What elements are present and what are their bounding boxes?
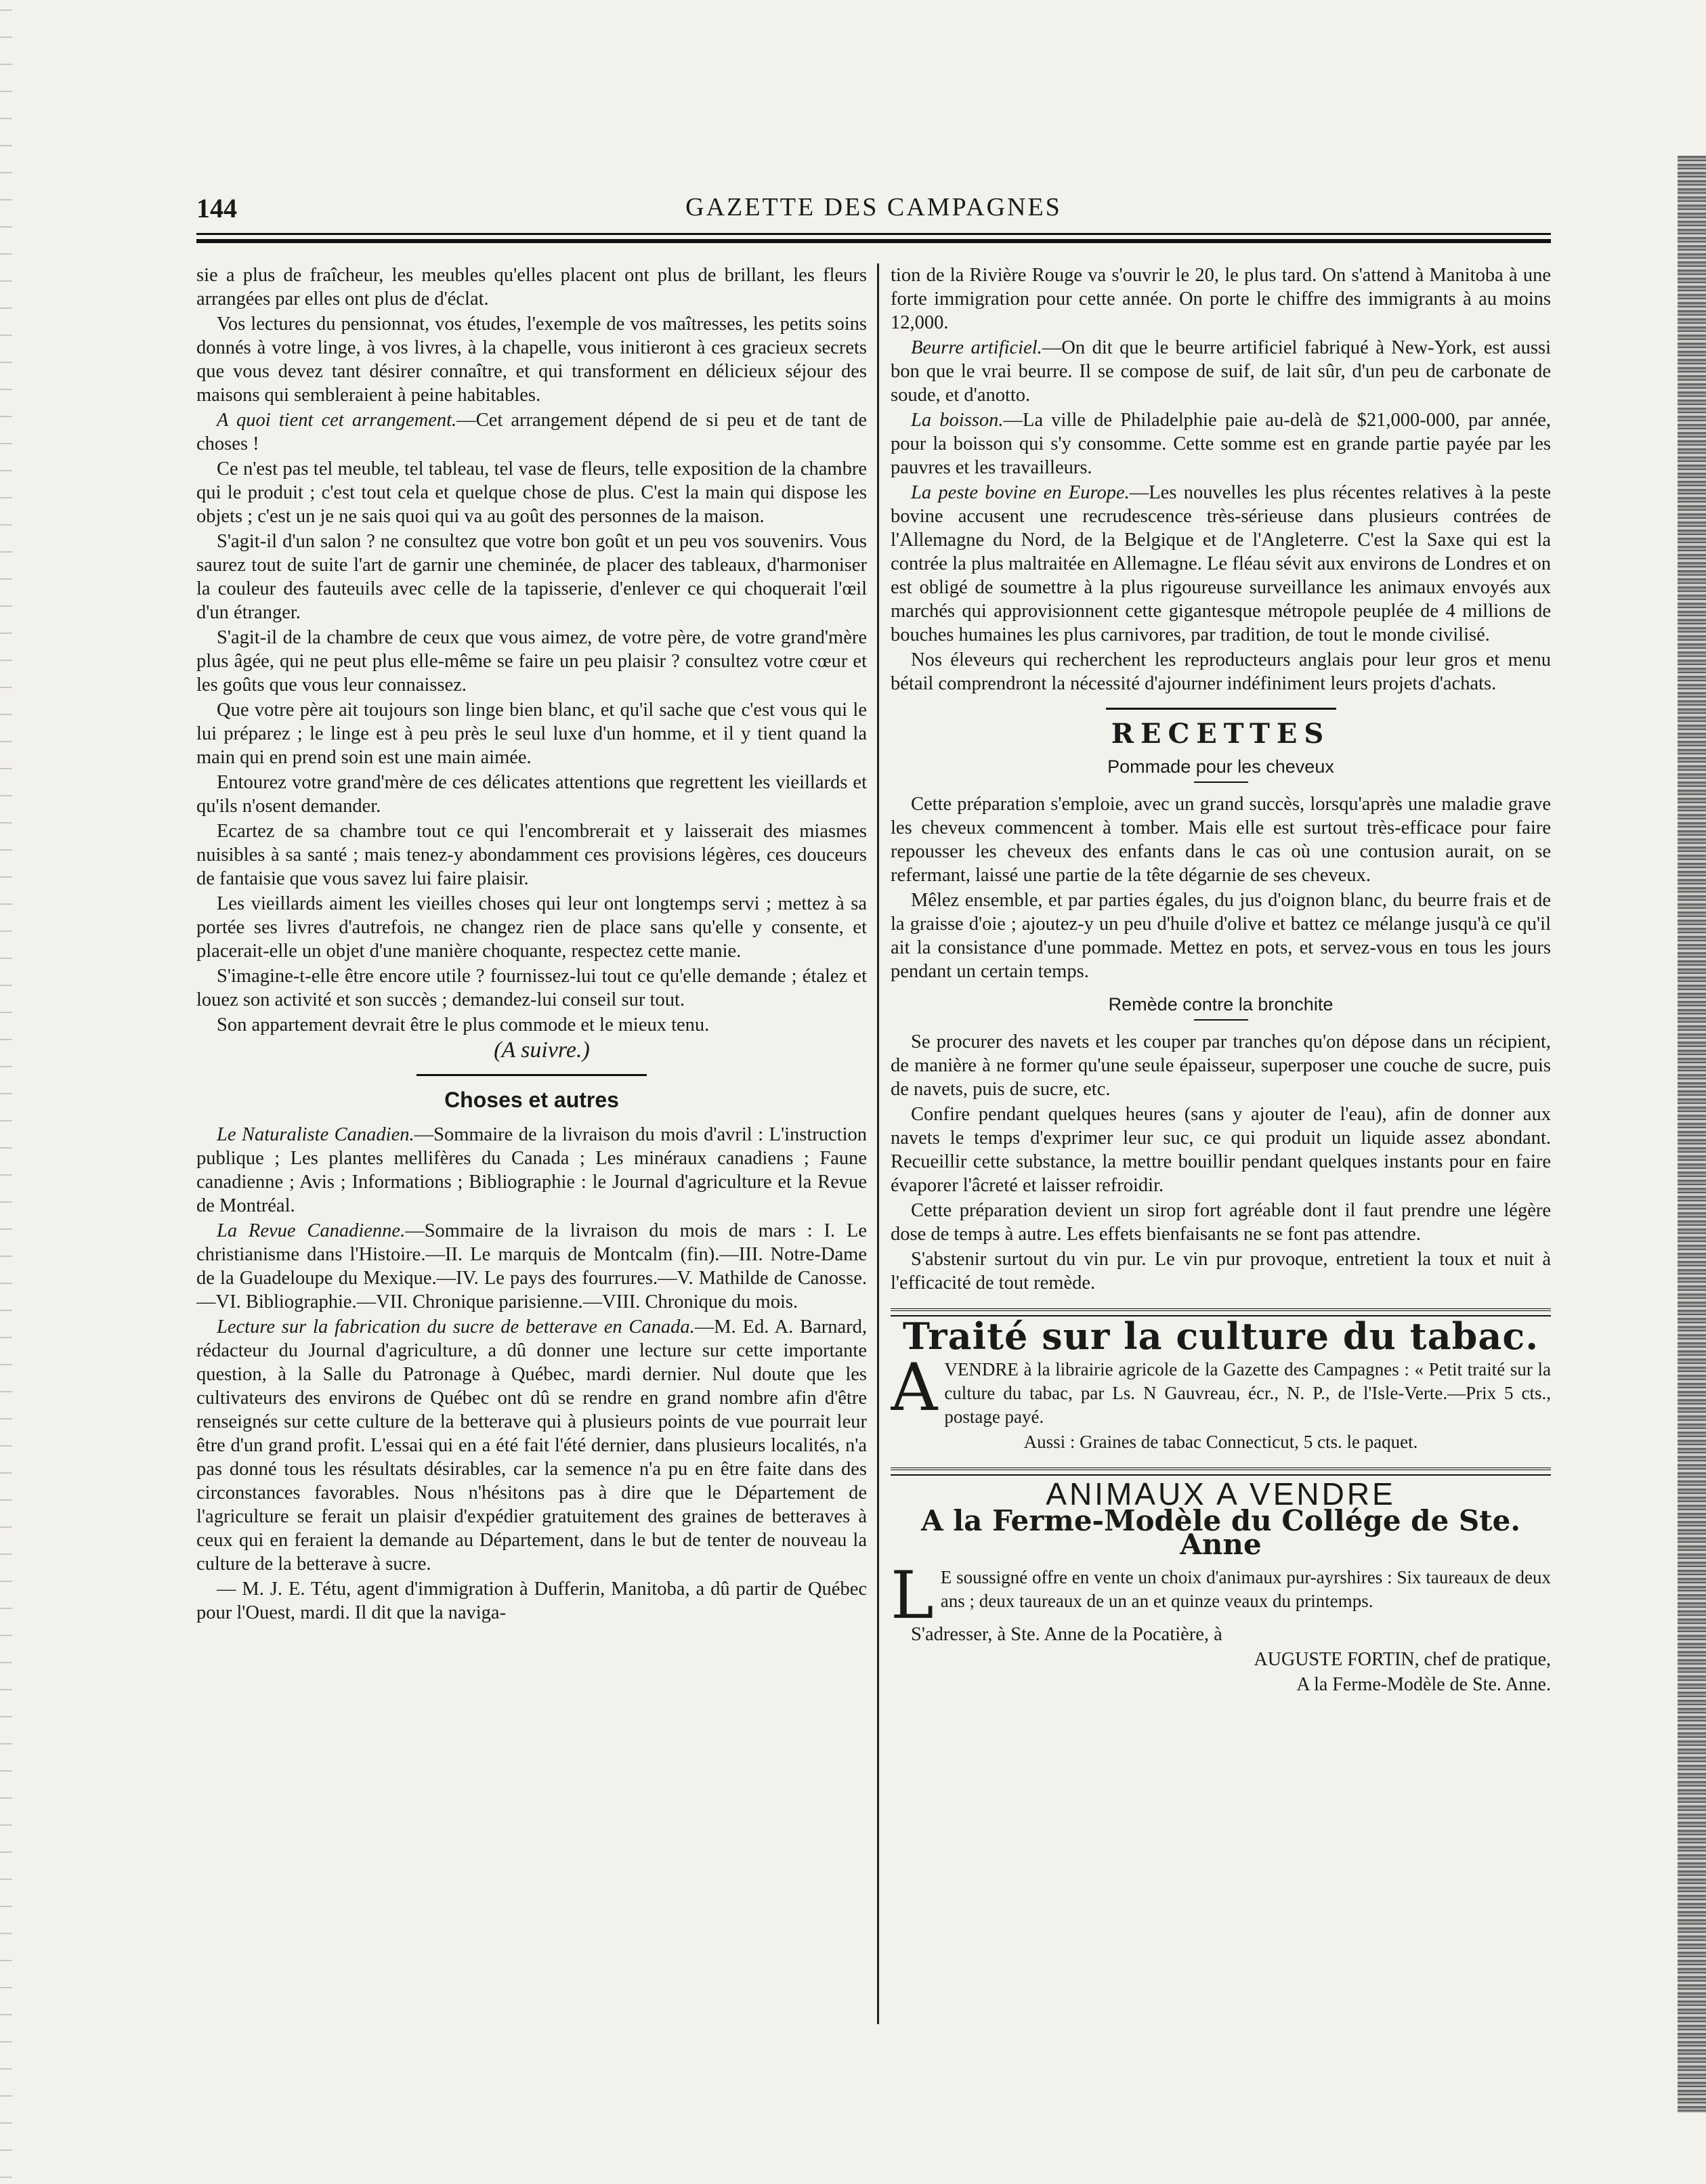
subsection-rule <box>1194 1019 1248 1021</box>
scan-edge-right <box>1678 156 1706 2113</box>
ad-animaux-address: S'adresser, à Ste. Anne de la Pocatière, à <box>911 1624 1222 1645</box>
ad-animaux-signature: AUGUSTE FORTIN, chef de pratique, <box>1254 1649 1551 1670</box>
paragraph <box>891 408 1551 479</box>
subsection-title-text: Remède contre la bronchite <box>1108 994 1334 1014</box>
columns <box>196 263 1551 2024</box>
paragraph: Les vieillards aiment les vieilles choses qui leur ont longtemps servi ; mettez à sa portée ses livres d'autrefois, ne changez rien de place sans qu'elle y consente, et placerait-elle un objet d'une manière choquante, respectez cette manie. <box>196 893 867 962</box>
paragraph: Confire pendant quelques heures (sans y ajouter de l'eau), afin de donner aux navets le temps d'exprimer leur suc, ce qui produit un liquide assez abondant. Recueillir cette substance, la mettre bouillir pendant quelques instants pour en faire évaporer l'âcreté et laisser refroidir. <box>891 1104 1551 1196</box>
paragraph <box>196 1219 867 1314</box>
paragraph: S'agit-il de la chambre de ceux que vous aimez, de votre père, de votre grand'mère plus âgée, qui ne peut plus elle-même se faire un peu plaisir ? consultez votre cœur et les goûts que vous leur connaissez. <box>196 627 867 695</box>
paragraph-body: —M. Ed. A. Barnard, rédacteur du Journal d'agriculture, a dû donner une lecture sur cette importante question, à la Salle du Patronage à Québec, mardi dernier. Nul doute que les cultivateurs des environs de Québec ont dû se rendre en grand nombre afin d'être renseignés sur cette culture de la betterave qui à plusieurs points de vue pourrait leur être d'un grand profit. L'essai qui en a été fait l'été dernier, dans plusieurs localités, n'a pas donné tous les résultats désirables, car la semence n'a pu en être faite dans des circonstances favorables. Nous n'hésitons pas à dire que le Département de l'agriculture se ferait un plaisir d'expédier gratuitement des graines de betteraves à ceux qui en feraient la demande au Département, dans le but de tenter de nouveau la culture de la betterave à sucre. <box>196 1316 867 1575</box>
paragraph-body: —La ville de Philadelphie paie au-delà de $21,000-000, par année, pour la boisson qui s'y consomme. Cette somme est en grande partie payée par les pauvres et les travailleurs. <box>891 410 1551 478</box>
paragraph <box>196 408 867 456</box>
scan-edge-left <box>0 0 12 2184</box>
header-double-rule <box>196 239 1551 243</box>
paragraph <box>891 336 1551 407</box>
paragraph <box>891 481 1551 647</box>
paragraph: Se procurer des navets et les couper par tranches qu'on dépose dans un récipient, de manière à ne former qu'une seule épaisseur, superposer une couche de sucre, puis de navets, puis de sucre, etc. <box>891 1031 1551 1100</box>
paragraph-body: —On dit que le beurre artificiel fabriqué à New-York, est aussi bon que le vrai beurre. Il se compose de suif, de lait sûr, d'un peu de carbonate de soude, et d'anotto. <box>891 337 1551 406</box>
paragraph-body: —Sommaire de la livraison du mois d'avril : L'instruction publique ; Les plantes mellifères du Canada ; Les minéraux canadiens ; Faune canadienne ; Avis ; Informations ; Bibliographie : le Journal d'agriculture et la Revue de Montréal. <box>196 1124 867 1216</box>
ad-animaux-signature-place: A la Ferme-Modèle de Ste. Anne. <box>1296 1674 1551 1695</box>
ad-animaux-body: E soussigné offre en vente un choix d'animaux pur-ayrshires : Six taureaux de deux ans ; deux taureaux de un an et quinze veaux du printemps. <box>940 1567 1551 1611</box>
paragraph: Cette préparation devient un sirop fort agréable dont il faut prendre une légère dose de temps à autre. Les effets bienfaisants ne se font pas attendre. <box>891 1200 1551 1245</box>
paragraph: Mêlez ensemble, et par parties égales, du jus d'oignon blanc, du beurre frais et de la graisse d'oie ; ajoutez-y un peu d'huile d'olive et battez ce mélange jusqu'à ce qu'il ait la consistance d'une pommade. Mettez en pots, et servez-vous en tous les jours pendant un certain temps. <box>891 890 1551 982</box>
section-title-recettes: RECETTES <box>1111 718 1331 750</box>
section-divider <box>1106 708 1336 710</box>
paragraph-lead: A quoi tient cet arrangement. <box>217 410 457 431</box>
ad-tabac-text2: Aussi : Graines de tabac Connecticut, 5 cts. le paquet. <box>1023 1432 1418 1452</box>
paragraph: Ecartez de sa chambre tout ce qui l'encombrerait et y laisserait des miasmes nuisibles à sa santé ; mais tenez-y abondamment ces provisions légères, ces douceurs de fantaisie que vous savez lui faire plaisir. <box>196 821 867 889</box>
paragraph: Que votre père ait toujours son linge bien blanc, et qu'il sache que c'est vous qui le lui préparez ; le linge est à peu près le seul luxe d'un homme, et il y tient quand la main qui en prend soin est une main aimée. <box>196 700 867 768</box>
drop-cap: A <box>891 1350 938 1426</box>
paragraph-body: —Cet arrangement dépend de si peu et de tant de choses ! <box>196 410 867 454</box>
subsection-title-text: Pommade pour les cheveux <box>1107 756 1334 777</box>
paragraph: S'imagine-t-elle être encore utile ? fournissez-lui tout ce qu'elle demande ; étalez et louez son activité et son succès ; demandez-lui conseil sur tout. <box>196 966 867 1010</box>
newspaper-page <box>196 190 1551 2045</box>
paragraph: sie a plus de fraîcheur, les meubles qu'elles placent ont plus de brillant, les fleurs arrangées par elles ont plus de d'éclat. <box>196 265 867 309</box>
section-divider <box>417 1074 647 1076</box>
paragraph-body: —Sommaire de la livraison du mois de mars : I. Le christianisme dans l'Histoire.—II. Le marquis de Montcalm (fin).—III. Notre-Dame de la Guadeloupe du Mexique.—IV. Le pays des fourrures.—V. Mathilde de Canosse.—VI. Bibliographie.—VII. Chronique parisienne.—VIII. Chronique du mois. <box>196 1220 867 1312</box>
paragraph: Cette préparation s'emploie, avec un grand succès, lorsqu'après une maladie grave les cheveux commencent à tomber. Mais elle est surtout très-efficace pour faire repousser les cheveux des enfants dans le cas où une contusion aurait, on se refermant, laissé une partie de la tête dégarnie de ses cheveux. <box>891 794 1551 886</box>
advertisement-rule <box>891 1468 1551 1476</box>
ad-animaux-title: ANIMAUX A VENDRE <box>1046 1476 1396 1512</box>
page-header <box>196 190 1551 235</box>
paragraph: Son appartement devrait être le plus commode et le mieux tenu. <box>217 1014 710 1035</box>
paragraph: Ce n'est pas tel meuble, tel tableau, tel vase de fleurs, telle exposition de la chambre qui le produit ; c'est tout cela et quelque chose de plus. C'est la main qui dispose les objets ; c'est un je ne sais quoi qui va au goût des personnes de la maison. <box>196 458 867 527</box>
left-column <box>196 263 867 2024</box>
subsection-title-pommade <box>891 755 1551 783</box>
ad-tabac-title: Traité sur la culture du tabac. <box>902 1314 1539 1358</box>
ad-animaux-subtitle: A la Ferme-Modèle du Collége de Ste. Anne <box>921 1504 1520 1561</box>
page-number: 144 <box>196 193 237 223</box>
subsection-rule <box>1194 781 1248 783</box>
right-column <box>891 263 1551 2024</box>
paragraph-lead: La peste bovine en Europe. <box>911 482 1130 503</box>
paragraph: Entourez votre grand'mère de ces délicates attentions que regrettent les vieillards et qu'ils n'osent demander. <box>196 772 867 817</box>
subsection-title-bronchite <box>891 993 1551 1021</box>
paragraph-lead: Beurre artificiel. <box>911 337 1042 358</box>
drop-cap: L <box>891 1558 934 1633</box>
paragraph-lead: La Revue Canadienne. <box>217 1220 406 1241</box>
paragraph-lead: Lecture sur la fabrication du sucre de betterave en Canada. <box>217 1316 695 1337</box>
paragraph: S'abstenir surtout du vin pur. Le vin pur provoque, entretient la toux et nuit à l'efficacité de tout remède. <box>891 1249 1551 1293</box>
paragraph: — M. J. E. Tétu, agent d'immigration à Dufferin, Manitoba, a dû partir de Québec pour l'Ouest, mardi. Il dit que la naviga- <box>196 1579 867 1623</box>
paragraph: Nos éleveurs qui recherchent les reproducteurs anglais pour leur gros et menu bétail comprendront la nécessité d'ajourner indéfiniment leurs projets d'achats. <box>891 649 1551 694</box>
ad-animaux-text <box>891 1558 1551 1633</box>
paragraph-lead: Le Naturaliste Canadien. <box>217 1124 414 1145</box>
ad-tabac-text <box>891 1350 1551 1429</box>
section-title-choses: Choses et autres <box>444 1088 619 1112</box>
to-be-continued: (A suivre.) <box>494 1037 590 1063</box>
paragraph: Vos lectures du pensionnat, vos études, l'exemple de vos maîtresses, les petits soins donnés à votre linge, à vos livres, à la chapelle, vous initieront à ces gracieux secrets que vous devez tant désirer connaître, et qui transforment en délicieux séjour des maisons qui sembleraient à peine habitables. <box>196 314 867 406</box>
paragraph-lead: La boisson. <box>911 410 1004 431</box>
paragraph: tion de la Rivière Rouge va s'ouvrir le 20, le plus tard. On s'attend à Manitoba à une forte immigration pour cette année. On porte le chiffre des immigrants à au moins 12,000. <box>891 265 1551 333</box>
paragraph: S'agit-il d'un salon ? ne consultez que votre bon goût et un peu vos souvenirs. Vous saurez tout de suite l'art de garnir une cheminée, de placer des tableaux, d'harmoniser la couleur des fauteuils avec celle de la tapisserie, d'enlever ce qui choquerait l'œil d'un étranger. <box>196 531 867 623</box>
running-title: GAZETTE DES CAMPAGNES <box>685 193 1062 221</box>
paragraph <box>196 1315 867 1576</box>
column-divider <box>877 263 879 2024</box>
paragraph <box>196 1123 867 1218</box>
paragraph-body: —Les nouvelles les plus récentes relatives à la peste bovine accusent une recrudescence très-sérieuse dans plusieurs contrées de l'Allemagne du Nord, de la Belgique et de l'Angleterre. C'est la Saxe qui est la contrée la plus maltraitée en Allemagne. Le fléau sévit aux environs de Londres et on est obligé de soumettre à la plus rigoureuse surveillance les animaux envoyés aux marchés qui approvisionnent cette gigantesque métropole peuplée de 4 millions de bouches humaines les plus carnivores, par tradition, de tout le monde civilisé. <box>891 482 1551 645</box>
ad-tabac-body: VENDRE à la librairie agricole de la Gazette des Campagnes : « Petit traité sur la culture du tabac, par Ls. N Gauvreau, écr., N. P., de l'Isle-Verte.—Prix 5 cts., postage payé. <box>944 1359 1551 1427</box>
